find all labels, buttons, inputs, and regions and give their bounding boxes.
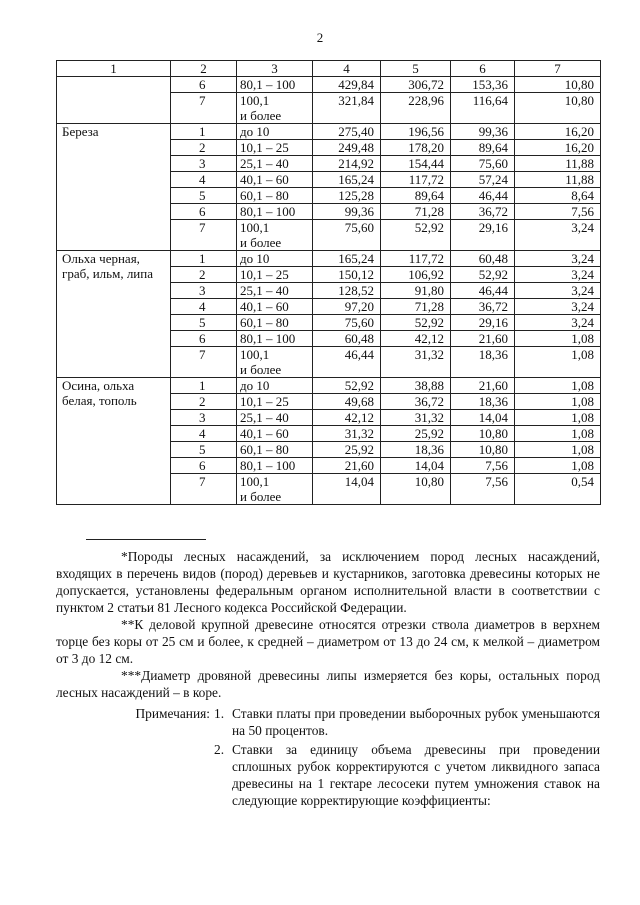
rate-firewood: 1,08 bbox=[515, 426, 601, 442]
rate-small: 153,36 bbox=[451, 77, 515, 93]
category-index: 6 bbox=[171, 331, 237, 347]
diameter-range: 10,1 – 25 bbox=[240, 267, 289, 282]
rate-small: 21,60 bbox=[451, 331, 515, 347]
rate-large: 75,60 bbox=[313, 315, 381, 331]
diameter-cell bbox=[237, 458, 313, 474]
column-header: 3 bbox=[237, 61, 313, 77]
rate-medium: 228,96 bbox=[381, 93, 451, 124]
rate-medium: 25,92 bbox=[381, 426, 451, 442]
rate-small: 60,48 bbox=[451, 251, 515, 267]
rate-small: 46,44 bbox=[451, 283, 515, 299]
diameter-range: 60,1 – 80 bbox=[240, 442, 289, 457]
rate-large: 42,12 bbox=[313, 410, 381, 426]
note-item bbox=[56, 741, 600, 809]
rate-firewood: 10,80 bbox=[515, 77, 601, 93]
rate-large: 14,04 bbox=[313, 474, 381, 505]
table-header-row bbox=[57, 61, 601, 77]
rate-medium: 154,44 bbox=[381, 156, 451, 172]
diameter-cell bbox=[237, 204, 313, 220]
rate-medium: 306,72 bbox=[381, 77, 451, 93]
rate-large: 52,92 bbox=[313, 378, 381, 394]
rate-firewood: 1,08 bbox=[515, 347, 601, 378]
column-header: 2 bbox=[171, 61, 237, 77]
diameter-cell bbox=[237, 156, 313, 172]
diameter-cell bbox=[237, 442, 313, 458]
diameter-range-suffix: и более bbox=[240, 362, 282, 377]
rate-small: 29,16 bbox=[451, 220, 515, 251]
rate-firewood: 1,08 bbox=[515, 442, 601, 458]
category-index: 2 bbox=[171, 140, 237, 156]
rate-small: 99,36 bbox=[451, 124, 515, 140]
diameter-cell bbox=[237, 140, 313, 156]
rate-small: 46,44 bbox=[451, 188, 515, 204]
table-row bbox=[57, 124, 601, 140]
diameter-cell bbox=[237, 188, 313, 204]
rate-firewood: 11,88 bbox=[515, 156, 601, 172]
rate-large: 128,52 bbox=[313, 283, 381, 299]
diameter-range: 100,1 bbox=[240, 474, 270, 489]
rate-large: 165,24 bbox=[313, 251, 381, 267]
rate-medium: 52,92 bbox=[381, 315, 451, 331]
note-number: 1. bbox=[214, 706, 225, 721]
rate-small: 14,04 bbox=[451, 410, 515, 426]
column-header: 1 bbox=[57, 61, 171, 77]
rate-medium: 71,28 bbox=[381, 204, 451, 220]
rate-large: 429,84 bbox=[313, 77, 381, 93]
column-header: 7 bbox=[515, 61, 601, 77]
category-index: 6 bbox=[171, 77, 237, 93]
rate-firewood: 1,08 bbox=[515, 458, 601, 474]
rate-firewood: 16,20 bbox=[515, 124, 601, 140]
category-index: 7 bbox=[171, 347, 237, 378]
category-index: 7 bbox=[171, 474, 237, 505]
rate-medium: 117,72 bbox=[381, 251, 451, 267]
species-cell: Береза bbox=[57, 124, 171, 251]
diameter-cell bbox=[237, 267, 313, 283]
category-index: 6 bbox=[171, 458, 237, 474]
diameter-cell bbox=[237, 378, 313, 394]
diameter-cell bbox=[237, 77, 313, 93]
category-index: 3 bbox=[171, 410, 237, 426]
category-index: 3 bbox=[171, 156, 237, 172]
diameter-range: 40,1 – 60 bbox=[240, 299, 289, 314]
rate-small: 57,24 bbox=[451, 172, 515, 188]
diameter-cell bbox=[237, 251, 313, 267]
rate-firewood: 3,24 bbox=[515, 315, 601, 331]
rate-large: 165,24 bbox=[313, 172, 381, 188]
footnote-species: *Породы лесных насаждений, за исключением пород лесных насаждений, входящих в перечень видов (пород) деревьев и кустарников, заготовка древесины которых не допускается, установлены федеральным органом исполнительной власти в соответствии с пунктом 2 статьи 81 Лесного кодекса Российской Федерации. bbox=[56, 549, 600, 615]
diameter-range: 80,1 – 100 bbox=[240, 77, 296, 92]
rate-large: 150,12 bbox=[313, 267, 381, 283]
table-row bbox=[57, 77, 601, 93]
diameter-cell bbox=[237, 347, 313, 378]
rate-medium: 71,28 bbox=[381, 299, 451, 315]
rate-medium: 31,32 bbox=[381, 347, 451, 378]
rate-small: 29,16 bbox=[451, 315, 515, 331]
rate-large: 21,60 bbox=[313, 458, 381, 474]
category-index: 1 bbox=[171, 378, 237, 394]
category-index: 1 bbox=[171, 251, 237, 267]
rate-medium: 196,56 bbox=[381, 124, 451, 140]
rate-firewood: 11,88 bbox=[515, 172, 601, 188]
diameter-range: 40,1 – 60 bbox=[240, 172, 289, 187]
rate-small: 21,60 bbox=[451, 378, 515, 394]
table-row bbox=[57, 378, 601, 394]
rate-small: 10,80 bbox=[451, 442, 515, 458]
diameter-cell bbox=[237, 299, 313, 315]
category-index: 5 bbox=[171, 315, 237, 331]
rate-medium: 10,80 bbox=[381, 474, 451, 505]
rate-medium: 18,36 bbox=[381, 442, 451, 458]
rate-firewood: 3,24 bbox=[515, 267, 601, 283]
rate-firewood: 3,24 bbox=[515, 283, 601, 299]
category-index: 4 bbox=[171, 172, 237, 188]
rate-firewood: 0,54 bbox=[515, 474, 601, 505]
column-header: 5 bbox=[381, 61, 451, 77]
category-index: 5 bbox=[171, 442, 237, 458]
category-index: 2 bbox=[171, 394, 237, 410]
diameter-cell bbox=[237, 172, 313, 188]
category-index: 2 bbox=[171, 267, 237, 283]
footnotes bbox=[56, 539, 600, 809]
table-row bbox=[57, 251, 601, 267]
rate-large: 214,92 bbox=[313, 156, 381, 172]
diameter-range-suffix: и более bbox=[240, 235, 282, 250]
rate-firewood: 3,24 bbox=[515, 251, 601, 267]
rate-small: 89,64 bbox=[451, 140, 515, 156]
rate-large: 49,68 bbox=[313, 394, 381, 410]
rate-small: 18,36 bbox=[451, 394, 515, 410]
page-number: 2 bbox=[316, 30, 324, 45]
rate-large: 60,48 bbox=[313, 331, 381, 347]
rate-large: 25,92 bbox=[313, 442, 381, 458]
diameter-range: 60,1 – 80 bbox=[240, 315, 289, 330]
rate-large: 125,28 bbox=[313, 188, 381, 204]
rate-small: 75,60 bbox=[451, 156, 515, 172]
note-text: Ставки за единицу объема древесины при проведении сплошных рубок корректируются с учетом ликвидного запаса древесины на 1 гектаре лесосеки путем умножения ставок на следующие корректирующие коэффициенты: bbox=[232, 742, 600, 808]
rate-medium: 91,80 bbox=[381, 283, 451, 299]
rate-small: 36,72 bbox=[451, 204, 515, 220]
rate-large: 249,48 bbox=[313, 140, 381, 156]
diameter-range: 10,1 – 25 bbox=[240, 140, 289, 155]
diameter-cell bbox=[237, 93, 313, 124]
rate-small: 7,56 bbox=[451, 474, 515, 505]
rate-medium: 89,64 bbox=[381, 188, 451, 204]
note-text: Ставки платы при проведении выборочных рубок уменьшаются на 50 процентов. bbox=[232, 706, 600, 738]
note-number: 2. bbox=[214, 742, 225, 757]
rate-firewood: 1,08 bbox=[515, 410, 601, 426]
rate-large: 321,84 bbox=[313, 93, 381, 124]
category-index: 4 bbox=[171, 426, 237, 442]
diameter-range: 80,1 – 100 bbox=[240, 204, 296, 219]
diameter-range: до 10 bbox=[240, 378, 270, 393]
rate-large: 99,36 bbox=[313, 204, 381, 220]
notes bbox=[56, 705, 600, 809]
rate-medium: 178,20 bbox=[381, 140, 451, 156]
rate-firewood: 1,08 bbox=[515, 331, 601, 347]
diameter-range: 80,1 – 100 bbox=[240, 331, 296, 346]
rate-large: 275,40 bbox=[313, 124, 381, 140]
diameter-cell bbox=[237, 283, 313, 299]
rate-firewood: 3,24 bbox=[515, 220, 601, 251]
rate-small: 10,80 bbox=[451, 426, 515, 442]
diameter-cell bbox=[237, 474, 313, 505]
diameter-cell bbox=[237, 394, 313, 410]
category-index: 5 bbox=[171, 188, 237, 204]
species-cell-continued bbox=[57, 77, 171, 124]
diameter-range: до 10 bbox=[240, 251, 270, 266]
diameter-cell bbox=[237, 410, 313, 426]
rate-medium: 42,12 bbox=[381, 331, 451, 347]
note-item bbox=[56, 705, 600, 739]
category-index: 7 bbox=[171, 220, 237, 251]
diameter-range: 25,1 – 40 bbox=[240, 283, 289, 298]
diameter-range: 10,1 – 25 bbox=[240, 394, 289, 409]
diameter-range: 40,1 – 60 bbox=[240, 426, 289, 441]
species-cell: Ольха черная, граб, ильм, липа bbox=[57, 251, 171, 378]
diameter-range: 25,1 – 40 bbox=[240, 156, 289, 171]
diameter-cell bbox=[237, 315, 313, 331]
diameter-cell bbox=[237, 124, 313, 140]
rates-table bbox=[56, 60, 601, 505]
column-header: 4 bbox=[313, 61, 381, 77]
rate-firewood: 7,56 bbox=[515, 204, 601, 220]
rate-firewood: 1,08 bbox=[515, 394, 601, 410]
column-header: 6 bbox=[451, 61, 515, 77]
rate-medium: 52,92 bbox=[381, 220, 451, 251]
diameter-range: 100,1 bbox=[240, 93, 270, 108]
category-index: 3 bbox=[171, 283, 237, 299]
rate-firewood: 8,64 bbox=[515, 188, 601, 204]
diameter-range-suffix: и более bbox=[240, 489, 282, 504]
category-index: 7 bbox=[171, 93, 237, 124]
footnote-firewood-diameter: ***Диаметр дровяной древесины липы измеряется без коры, остальных пород лесных насаждений – в коре. bbox=[56, 668, 600, 700]
diameter-range: 80,1 – 100 bbox=[240, 458, 296, 473]
species-cell: Осина, ольха белая, тополь bbox=[57, 378, 171, 505]
category-index: 4 bbox=[171, 299, 237, 315]
category-index: 6 bbox=[171, 204, 237, 220]
rate-medium: 117,72 bbox=[381, 172, 451, 188]
rate-medium: 38,88 bbox=[381, 378, 451, 394]
rate-large: 75,60 bbox=[313, 220, 381, 251]
rate-medium: 106,92 bbox=[381, 267, 451, 283]
rate-small: 52,92 bbox=[451, 267, 515, 283]
notes-label: Примечания: bbox=[135, 706, 210, 721]
diameter-range: 25,1 – 40 bbox=[240, 410, 289, 425]
rate-firewood: 1,08 bbox=[515, 378, 601, 394]
rate-medium: 14,04 bbox=[381, 458, 451, 474]
rate-large: 31,32 bbox=[313, 426, 381, 442]
rate-large: 46,44 bbox=[313, 347, 381, 378]
rate-firewood: 16,20 bbox=[515, 140, 601, 156]
rate-medium: 31,32 bbox=[381, 410, 451, 426]
footnote-divider bbox=[86, 539, 206, 540]
rate-small: 18,36 bbox=[451, 347, 515, 378]
rate-large: 97,20 bbox=[313, 299, 381, 315]
diameter-range: 60,1 – 80 bbox=[240, 188, 289, 203]
rate-firewood: 10,80 bbox=[515, 93, 601, 124]
diameter-range-suffix: и более bbox=[240, 108, 282, 123]
diameter-cell bbox=[237, 331, 313, 347]
rate-small: 36,72 bbox=[451, 299, 515, 315]
rate-small: 7,56 bbox=[451, 458, 515, 474]
diameter-range: 100,1 bbox=[240, 220, 270, 235]
diameter-range: до 10 bbox=[240, 124, 270, 139]
diameter-range: 100,1 bbox=[240, 347, 270, 362]
rate-medium: 36,72 bbox=[381, 394, 451, 410]
rate-small: 116,64 bbox=[451, 93, 515, 124]
category-index: 1 bbox=[171, 124, 237, 140]
footnote-timber-size: **К деловой крупной древесине относятся отрезки ствола диаметров в верхнем торце без коры от 25 см и более, к средней – диаметром от 13 до 24 см, к мелкой – диаметром от 3 до 12 см. bbox=[56, 617, 600, 666]
diameter-cell bbox=[237, 220, 313, 251]
rate-firewood: 3,24 bbox=[515, 299, 601, 315]
diameter-cell bbox=[237, 426, 313, 442]
